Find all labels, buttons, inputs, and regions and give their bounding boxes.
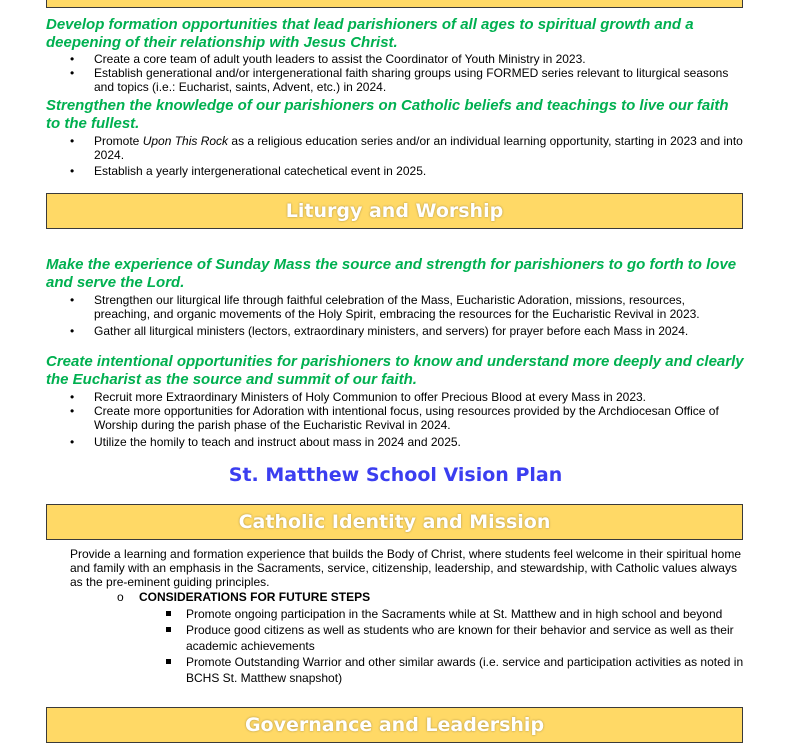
goal-heading-sunday-mass: Make the experience of Sunday Mass the source and strength for parishioners to go forth to love and serve the Lord. [46, 256, 737, 291]
list-item [70, 134, 746, 162]
list-item: • Recruit more Extraordinary Ministers of Holy Communion to offer Precious Blood at every Mass in 2023. [70, 390, 735, 404]
list-item: Promote Outstanding Warrior and other similar awards (i.e. service and participation activities as noted in BCHS St. Matthew snapshot) [162, 654, 744, 686]
list-item: • Establish generational and/or intergenerational faith sharing groups using FORMED series relevant to liturgical seasons and topics (i.e.: Eucharist, saints, Advent, etc.) in 2024. [70, 66, 744, 94]
bullet-list-eucharist [70, 390, 735, 449]
page-title-school-vision: St. Matthew School Vision Plan [228, 464, 563, 486]
list-item: • Establish a yearly intergenerational catechetical event in 2025. [70, 164, 746, 178]
bullet-text: as a religious education series and/or an individual learning opportunity, starting in 2023 and into 2024. [94, 134, 743, 162]
goal-heading-knowledge: Strengthen the knowledge of our parishioners on Catholic beliefs and teachings to live our faith to the fullest. [46, 97, 729, 132]
bullet-list-sunday-mass [70, 293, 742, 338]
list-item: • Utilize the homily to teach and instruct about mass in 2024 and 2025. [70, 435, 735, 449]
list-item: • Gather all liturgical ministers (lectors, extraordinary ministers, and servers) for prayer before each Mass in 2024. [70, 324, 742, 338]
goal-heading-eucharist: Create intentional opportunities for parishioners to know and understand more deeply and clearly the Eucharist as the source and summit of our faith. [46, 353, 744, 388]
goal-heading-formation: Develop formation opportunities that lead parishioners of all ages to spiritual growth and a deepening of their relationship with Jesus Christ. [46, 16, 694, 51]
mission-paragraph: Provide a learning and formation experience that builds the Body of Christ, where students feel welcome in their spiritual home and family with an emphasis in the Sacraments, service, citizenship, leadership, and stewardship, with Catholic values always as the pre-eminent guiding principles. [70, 547, 742, 589]
considerations-heading [117, 590, 370, 604]
list-item: • Create a core team of adult youth leaders to assist the Coordinator of Youth Ministry in 2023. [70, 52, 744, 66]
section-header-governance: Governance and Leadership [46, 707, 743, 743]
section-header-catholic-identity: Catholic Identity and Mission [46, 504, 743, 540]
list-item: • Create more opportunities for Adoration with intentional focus, using resources provided by the Archdiocesan Office of Worship during the parish phase of the Eucharistic Revival in 2024. [70, 404, 735, 432]
section-header-bar-previous [46, 0, 743, 8]
section-header-liturgy: Liturgy and Worship [46, 193, 743, 229]
bullet-list-formation [70, 52, 744, 94]
considerations-list [162, 606, 744, 686]
list-item: Promote ongoing participation in the Sacraments while at St. Matthew and in high school and beyond [162, 606, 744, 622]
hollow-bullet-icon: o [117, 590, 124, 604]
list-item: • Strengthen our liturgical life through faithful celebration of the Mass, Eucharistic Adoration, missions, resources, preaching, and organic movements of the Holy Spirit, embracing the resources for the Eucharistic Revival in 2023. [70, 293, 742, 321]
list-item: Produce good citizens as well as students who are known for their behavior and service as well as their academic achievements [162, 622, 744, 654]
considerations-label: CONSIDERATIONS FOR FUTURE STEPS [139, 590, 371, 604]
bullet-text: Promote [94, 134, 143, 148]
bullet-list-knowledge [70, 134, 746, 178]
series-title: Upon This Rock [142, 134, 229, 148]
